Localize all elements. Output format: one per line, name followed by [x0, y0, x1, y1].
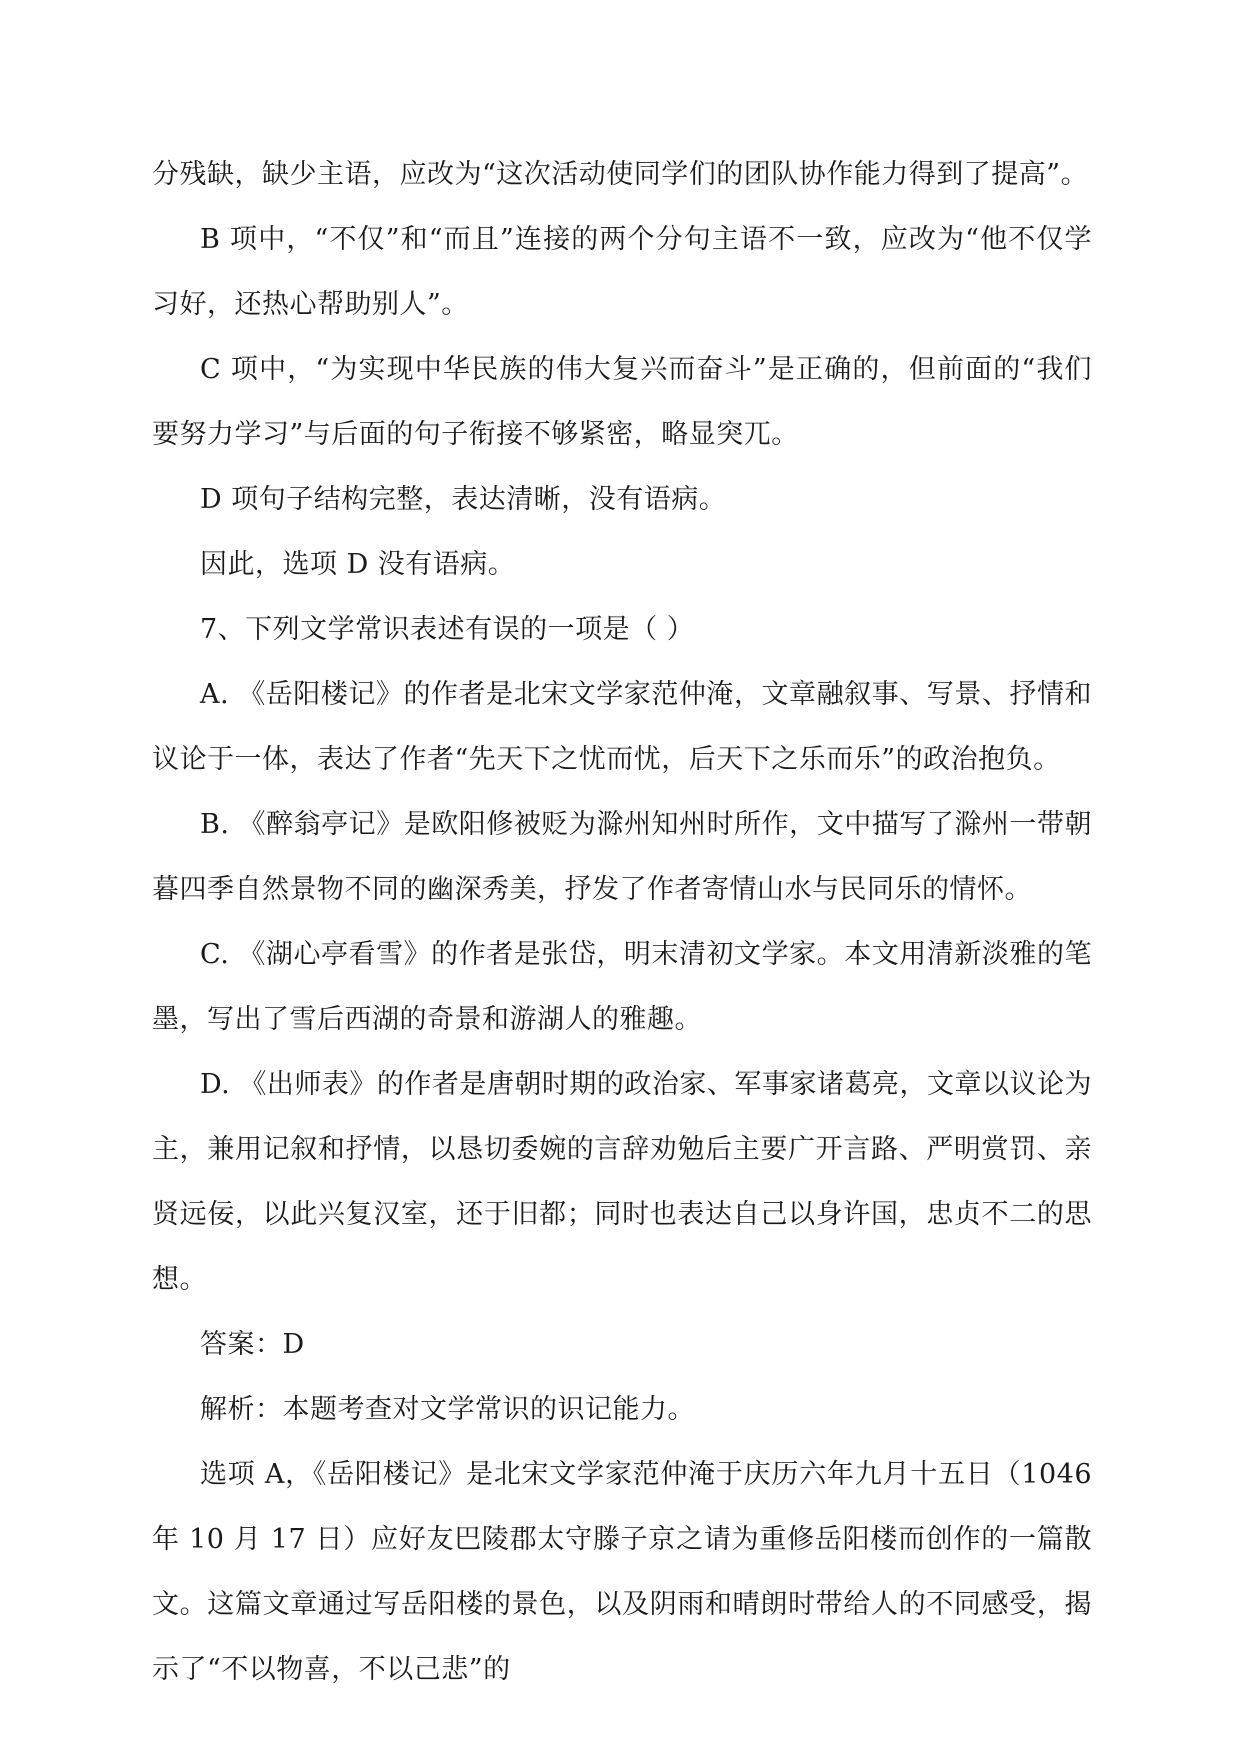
document-page: [152, 142, 1092, 1702]
question-7-explanation-intro: 解析：本题考查对文学常识的识记能力。: [200, 1394, 695, 1425]
paragraph-conclusion: 因此，选项 D 没有语病。: [200, 549, 516, 580]
question-7-option-b: B. 《醉翁亭记》是欧阳修被贬为滁州知州时所作，文中描写了滁州一带朝暮四季自然景物不同的幽深秀美，抒发了作者寄情山水与民同乐的情怀。: [152, 809, 1092, 905]
question-7-option-d: D. 《出师表》的作者是唐朝时期的政治家、军事家诸葛亮，文章以议论为主，兼用记叙和抒情，以恳切委婉的言辞劝勉后主要广开言路、严明赏罚、亲贤远佞，以此兴复汉室，还于旧都；同时也表达自己以身许国，忠贞不二的思想。: [152, 1069, 1092, 1295]
question-7-option-c: C. 《湖心亭看雪》的作者是张岱，明末清初文学家。本文用清新淡雅的笔墨，写出了雪后西湖的奇景和游湖人的雅趣。: [152, 939, 1092, 1035]
paragraph-analysis-b: B 项中，“不仅”和“而且”连接的两个分句主语不一致，应改为“他不仅学习好，还热心帮助别人”。: [152, 224, 1092, 320]
question-7-answer: 答案：D: [200, 1329, 305, 1360]
question-7-explanation-a: 选项 A，《岳阳楼记》是北宋文学家范仲淹于庆历六年九月十五日（1046 年 10 月 17 日）应好友巴陵郡太守滕子京之请为重修岳阳楼而创作的一篇散文。这篇文章通过写岳阳楼的景色，以及阴雨和晴朗时带给人的不同感受，揭示了“不以物喜，不以己悲”的: [152, 1459, 1092, 1685]
paragraph-continuation: 分残缺，缺少主语，应改为“这次活动使同学们的团队协作能力得到了提高”。: [152, 159, 1089, 190]
paragraph-analysis-d: D 项句子结构完整，表达清晰，没有语病。: [200, 484, 727, 515]
paragraph-analysis-c: C 项中，“为实现中华民族的伟大复兴而奋斗”是正确的，但前面的“我们要努力学习”与后面的句子衔接不够紧密，略显突兀。: [152, 354, 1092, 450]
question-7-stem: 7、下列文学常识表述有误的一项是（ ）: [200, 614, 695, 645]
question-7-option-a: A. 《岳阳楼记》的作者是北宋文学家范仲淹，文章融叙事、写景、抒情和议论于一体，表达了作者“先天下之忧而忧，后天下之乐而乐”的政治抱负。: [152, 679, 1092, 775]
